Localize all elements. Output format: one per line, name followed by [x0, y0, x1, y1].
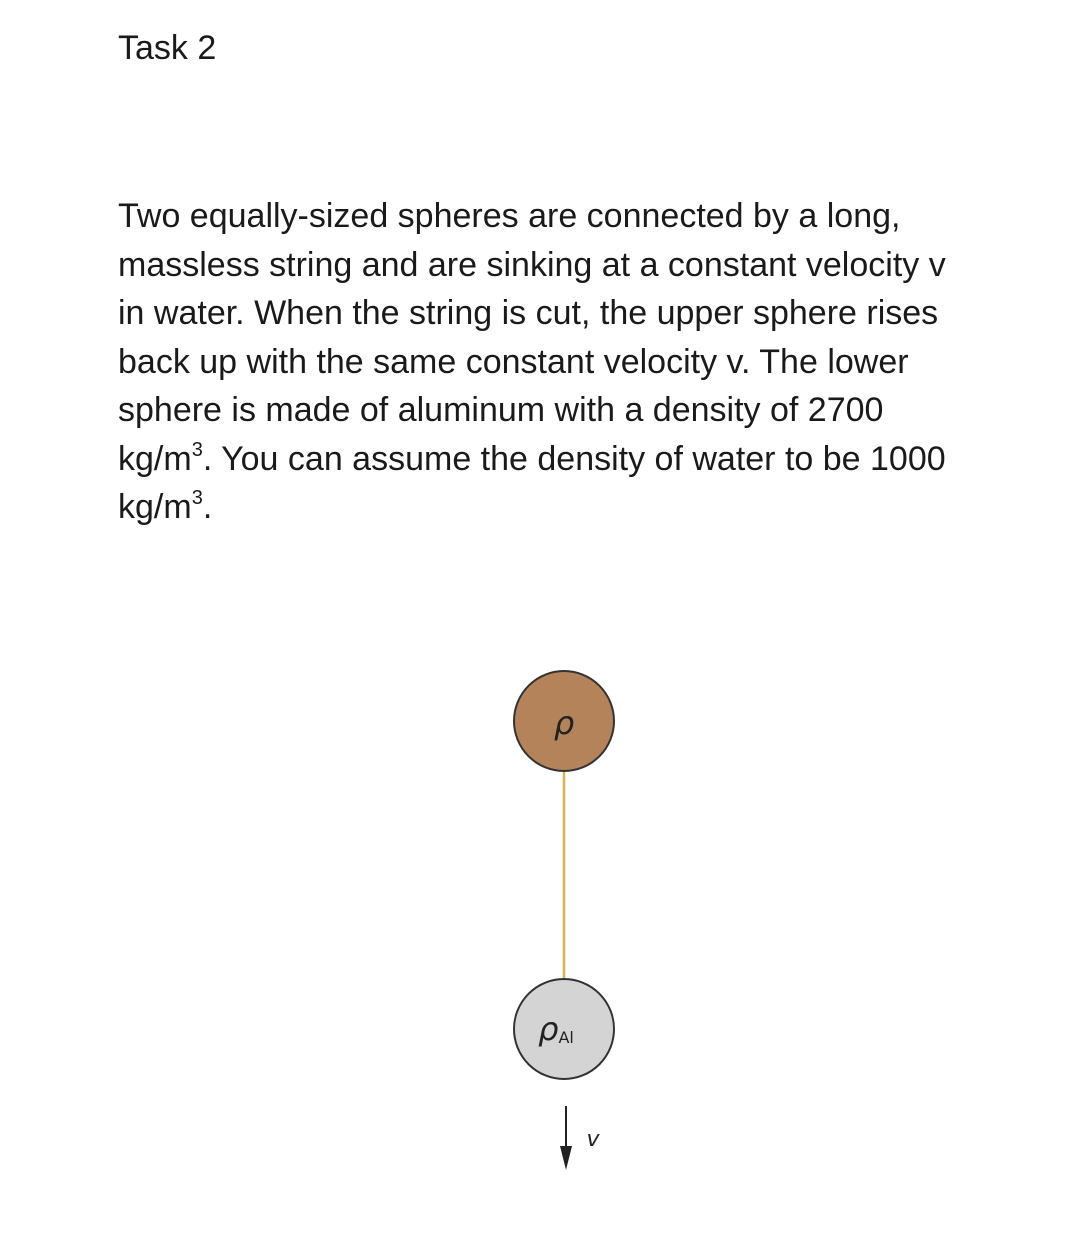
upper-sphere-density-label: ρ: [553, 704, 575, 742]
lower-sphere-rho: ρ: [538, 1010, 559, 1048]
task-title: Task 2: [118, 29, 217, 67]
problem-line-7-end: .: [202, 488, 213, 526]
problem-line-5: sphere is made of aluminum with a density of 2700: [118, 391, 884, 429]
velocity-arrow: [560, 1106, 572, 1170]
problem-line-6-rest: . You can assume the density of water to be 1000: [202, 439, 946, 478]
problem-line-2: massless string and are sinking at a constant velocity v: [118, 245, 946, 284]
unit-exponent: 3: [191, 438, 203, 461]
problem-line-3: in water. When the string is cut, the upper sphere rises: [118, 294, 939, 332]
problem-line-4: back up with the same constant velocity v. The lower: [118, 342, 909, 381]
unit-exponent: 3: [191, 487, 203, 509]
problem-line-1: Two equally-sized spheres are connected by a long,: [118, 197, 901, 235]
velocity-label: v: [586, 1127, 600, 1152]
lower-sphere-subscript: Al: [558, 1028, 574, 1047]
unit-text: kg/m: [118, 488, 192, 526]
unit-text: kg/m: [118, 439, 192, 478]
